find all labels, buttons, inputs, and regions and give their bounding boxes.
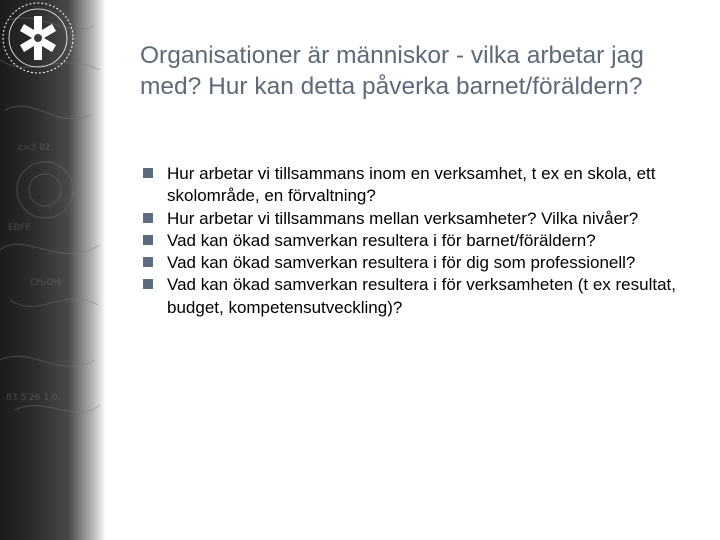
bullet-item	[143, 163, 683, 208]
bullet-item	[143, 230, 683, 252]
university-logo-icon	[0, 0, 76, 76]
square-bullet-icon	[143, 168, 153, 178]
square-bullet-icon	[143, 213, 153, 223]
bullet-item	[143, 208, 683, 230]
bullet-item	[143, 252, 683, 274]
sidebar-texture	[0, 0, 106, 540]
svg-text:c=3 02: c=3 02	[18, 143, 51, 153]
bullet-text: Vad kan ökad samverkan resultera i för barnet/föräldern?	[167, 230, 596, 250]
svg-text:CH₂OH: CH₂OH	[30, 278, 61, 288]
square-bullet-icon	[143, 279, 153, 289]
svg-text:EBFE: EBFE	[8, 223, 31, 233]
slide-title: Organisationer är människor - vilka arbetar jag med? Hur kan detta påverka barnet/föräldern?	[140, 42, 644, 100]
bullet-text: Vad kan ökad samverkan resultera i för verksamheten (t ex resultat, budget, kompetensutveckling)?	[167, 275, 676, 317]
bullet-text: Hur arbetar vi tillsammans inom en verksamhet, t ex en skola, ett skolområde, en förvaltning?	[167, 164, 656, 206]
decorative-sidebar	[0, 0, 106, 540]
bullet-item	[143, 274, 683, 319]
bullet-text: Hur arbetar vi tillsammans mellan verksamheter? Vilka nivåer?	[167, 208, 639, 228]
bullet-text: Vad kan ökad samverkan resultera i för dig som professionell?	[167, 253, 636, 273]
bullet-list	[143, 163, 683, 319]
svg-text:83 5 26 1 0: 83 5 26 1 0	[6, 393, 58, 403]
square-bullet-icon	[143, 235, 153, 245]
square-bullet-icon	[143, 257, 153, 267]
